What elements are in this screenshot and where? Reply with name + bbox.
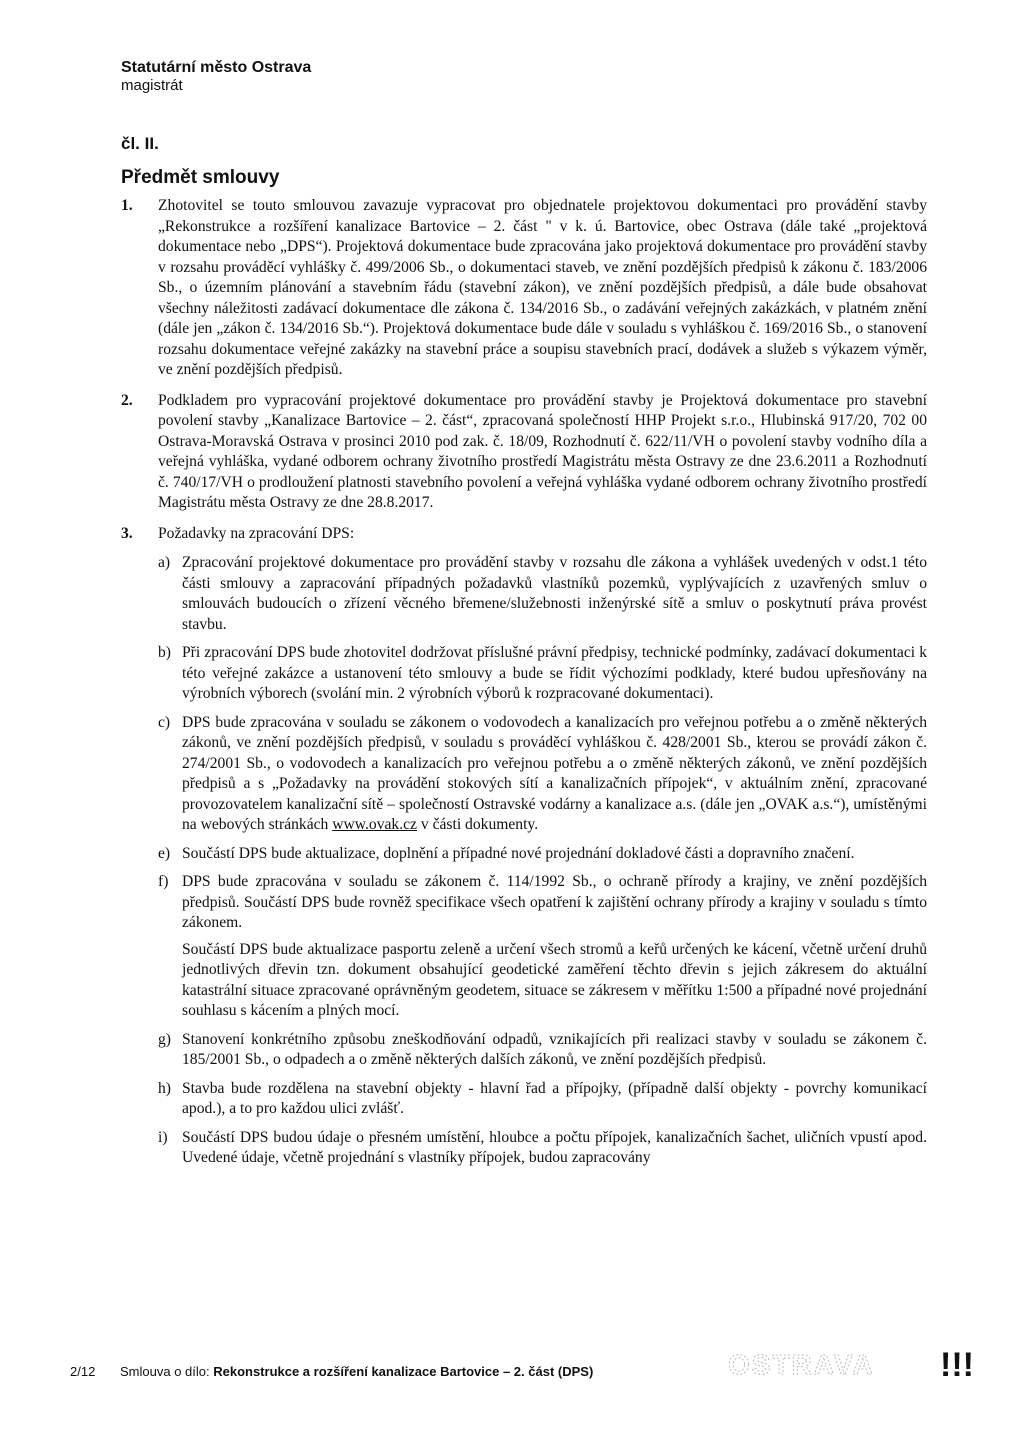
- requirement-letter: f): [158, 873, 169, 890]
- article-number: čl. II.: [121, 134, 159, 153]
- requirement-c: [158, 713, 927, 836]
- footer-label: Smlouva o dílo:: [120, 1364, 214, 1379]
- requirement-text: [182, 713, 927, 836]
- logo-exclamation-marks: !!!: [940, 1346, 974, 1384]
- requirement-letter: g): [158, 1030, 171, 1048]
- requirement-letter: h): [158, 1079, 171, 1097]
- footer-contract-title: Rekonstrukce a rozšíření kanalizace Bartovice – 2. část (DPS): [213, 1364, 594, 1379]
- clause-text: Požadavky na zpracování DPS:: [158, 524, 355, 542]
- requirement-content: [182, 872, 927, 1022]
- requirement-letter: a): [158, 554, 171, 571]
- organization-name: Statutární město Ostrava: [121, 59, 312, 76]
- ovak-website-link[interactable]: www.ovak.cz: [332, 816, 417, 833]
- clause-3: [121, 524, 927, 1177]
- document-header: [121, 58, 311, 95]
- clause-2: [121, 391, 927, 514]
- article-title: Předmět smlouvy: [121, 167, 280, 188]
- requirement-b: [158, 643, 927, 705]
- page-number: 2/12: [70, 1364, 96, 1379]
- requirement-letter: c): [158, 713, 171, 731]
- requirement-a: [158, 553, 927, 635]
- requirement-text: Součástí DPS bude aktualizace, doplnění a případné nové projednání dokladové části a dopravního značení.: [182, 844, 855, 862]
- requirement-text: Stanovení konkrétního způsobu zneškodňování odpadů, vznikajících při realizaci stavby v souladu se zákonem č. 185/2001 Sb., o odpadech a o změně některých dalších zákonů, ve znění pozdějších předpisů.: [182, 1030, 927, 1068]
- clause-1: [121, 196, 927, 381]
- document-body: [121, 196, 927, 1187]
- requirement-text-part: DPS bude zpracována v souladu se zákonem o vodovodech a kanalizacích pro veřejnou potřebu a o změně některých zákonů, ve znění pozdějších předpisů, v souladu s prováděcí vyhláškou č. 428/2001 Sb., kterou se provádí zákon č. 274/2001 Sb., o vodovodech a kanalizacích pro veřejnou potřebu a o změně některých zákonů, ve znění pozdějších předpisů a s „Požadavky na provádění stokových sítí a kanalizačních přípojek“, v aktuálním znění, zpracované provozovatelem kanalizační sítě – společností Ostravské vodárny a kanalizace a.s. (dále jen „OVAK a.s.“), umístěnými na webových stránkách: [182, 713, 927, 833]
- requirement-text: Součástí DPS budou údaje o přesném umístění, hloubce a počtu přípojek, kanalizačních šachet, uličních vpustí apod. Uvedené údaje, včetně projednání s vlastníky přípojek, budou zapracovány: [182, 1128, 927, 1166]
- clause-text: Zhotovitel se touto smlouvou zavazuje vypracovat pro objednatele projektovou dokumentaci pro provádění stavby „Rekonstrukce a rozšíření kanalizace Bartovice – 2. část " v k. ú. Bartovice, obec Ostrava (dále také „projektová dokumentace nebo „DPS“). Projektová dokumentace bude zpracována jako projektová dokumentace pro provádění stavby v rozsahu prováděcí vyhlášky č. 499/2006 Sb., o dokumentaci staveb, ve znění pozdějších předpisů k zákonu č. 183/2006 Sb., o územním plánování a stavebním řádu (stavební zákon), ve znění pozdějších předpisů, a dále bude obsahovat všechny náležitosti zadávací dokumentace dle zákona č. 134/2016 Sb., o zadávání veřejných zakázkách, v platném znění (dále jen „zákon č. 134/2016 Sb.“). Projektová dokumentace bude dále v souladu s vyhláškou č. 169/2016 Sb., o stanovení rozsahu dokumentace veřejné zakázky na stavební práce a soupisu stavebních prací, dodávek a služeb s výkazem výměr, ve znění pozdějších předpisů.: [158, 197, 927, 378]
- requirement-letter: i): [158, 1128, 168, 1146]
- clause-number: 2.: [121, 391, 133, 409]
- requirement-text: Stavba bude rozdělena na stavební objekty - hlavní řad a přípojky, (případně další objekty - povrchy komunikací apod.), a to pro každou ulici zvlášť.: [182, 1079, 927, 1117]
- clause-number: 1.: [121, 197, 133, 214]
- clause-number: 3.: [121, 524, 133, 542]
- requirement-text-part: v části dokumenty.: [416, 816, 539, 833]
- requirement-letter: b): [158, 644, 171, 661]
- requirement-h: [158, 1079, 927, 1120]
- department-name: magistrát: [121, 77, 183, 94]
- logo-wordmark: OSTRAVA: [728, 1349, 875, 1380]
- requirement-g: [158, 1030, 927, 1071]
- requirements-list: [158, 553, 927, 1169]
- requirement-f: [158, 872, 927, 1022]
- requirement-text: DPS bude zpracována v souladu se zákonem č. 114/1992 Sb., o ochraně přírody a krajiny, ve znění pozdějších předpisů. Součástí DPS bude rovněž specifikace všech opatření k zajištění ochrany přírody a krajiny v souladu s tímto zákonem.: [182, 873, 927, 931]
- requirement-letter: e): [158, 844, 171, 862]
- page-footer: [70, 1364, 593, 1379]
- clause-content: [158, 524, 927, 1177]
- requirement-e: [158, 844, 927, 865]
- requirement-i: [158, 1128, 927, 1169]
- ostrava-logo: [728, 1344, 988, 1384]
- requirement-text: Zpracování projektové dokumentace pro provádění stavby v rozsahu dle zákona a vyhlášek uvedených v odst.1 této části smlouvy a zapracování případných požadavků vlastníků pozemků, vyplývajících z uzavřených smluv o smlouvách budoucích o zřízení věcného břemene/služebnosti inženýrské sítě a smluv o poskytnutí práva provést stavbu.: [182, 554, 927, 633]
- requirement-paragraph: Součástí DPS bude aktualizace pasportu zeleně a určení všech stromů a keřů určených ke kácení, včetně určení druhů jednotlivých dřevin tzn. dokument obsahující geodetické zaměření těchto dřevin s jejich zákresem do aktuální katastrální situace zpracované oprávněným geodetem, situace se zákresem v měřítku 1:500 a případné nové projednání souhlasu s kácením a plných mocí.: [182, 940, 927, 1019]
- clause-text: Podkladem pro vypracování projektové dokumentace pro provádění stavby je Projektová dokumentace pro stavební povolení stavby „Kanalizace Bartovice – 2. část“, zpracovaná společností HHP Projekt s.r.o., Hlubinská 917/20, 702 00 Ostrava-Moravská Ostrava v prosinci 2010 pod zak. č. 18/09, Rozhodnutí č. 622/11/VH o povolení stavby vodního díla a veřejná vyhláška, vydané odborem ochrany životního prostředí Magistrátu města Ostravy ze dne 23.6.2011 a Rozhodnutí č. 740/17/VH o prodloužení platnosti stavebního povolení a veřejná vyhláška vydané odborem ochrany životního prostředí Magistrátu města Ostravy ze dne 28.8.2017.: [158, 391, 927, 511]
- requirement-text: Při zpracování DPS bude zhotovitel dodržovat příslušné právní předpisy, technické podmínky, zadávací dokumentaci k této veřejné zakázce a ustanovení této smlouvy a bude se řídit výchozími podklady, které budou upřesňovány na výrobních výborech (svolání min. 2 výrobních výborů k rozpracované dokumentaci).: [182, 644, 927, 702]
